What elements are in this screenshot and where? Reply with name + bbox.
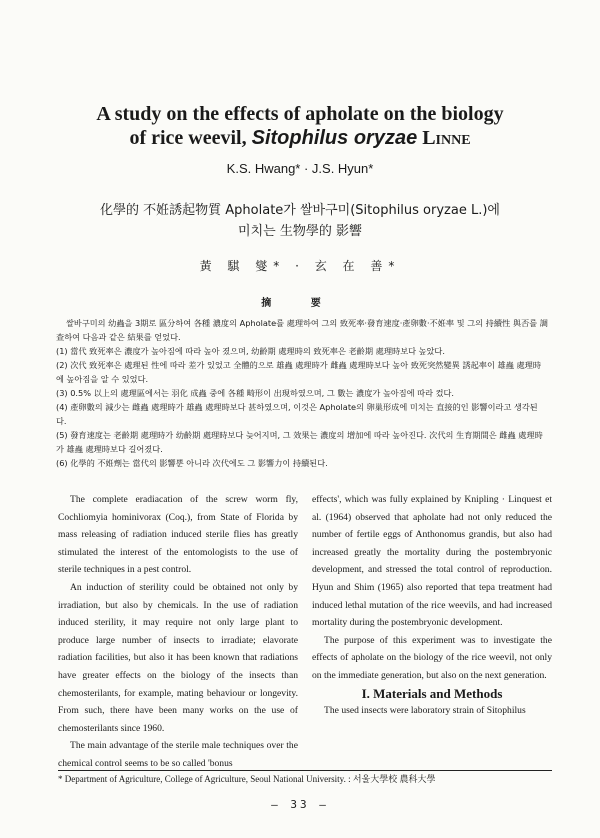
paper-title-line2 [40, 126, 560, 150]
abstract-paragraph: (4) 產卵數의 減少는 雌蟲 處理時가 雄蟲 處理時보다 甚하였으며, 이것은 Apholate의 卵巢形成에 미치는 直接的인 影響이라고 생각된다. [56, 402, 538, 426]
body-paragraph: The used insects were laboratory strain of Sitophilus [324, 705, 526, 717]
abstract-paragraph: (2) 次代 致死率은 處理된 性에 따라 差가 있었고 全體的으로 雄蟲 處理時가 雌蟲 處理時보다 높아 致死突然變異 誘起率이 雄蟲 處理時에 높아짐을 알 수 있었다. [56, 360, 542, 384]
body-paragraph: The complete eradiacation of the screw worm fly, Cochliomyia hominivorax (Coq.), from State of Florida by mass releasing of radiation induced sterile flies has greatly stimulated the interest of the entomologists to the use of sterile techniques in a pest control. [58, 494, 298, 576]
abstract-paragraph: (6) 化學的 不姙劑는 當代의 影響뿐 아니라 次代에도 그 影響力이 持續된다. [56, 458, 328, 468]
body-paragraph: effects', which was fully explained by Knipling · Linquest et al. (1964) observed that apholate had not only reduced the number of fertile eggs of Anthonomus grandis, but also had increased greatly the mortality during the postembryonic development, and stressed the total control of reproduction. Hyun and Shim (1965) also reported that tepa treatment had induced lethal mutation of the rice weevils, and had increased mortality during the postembryonic development. [312, 494, 552, 629]
abstract-body [56, 316, 548, 470]
body-paragraph: The purpose of this experiment was to investigate the effects of apholate on the biology of the rice weevil, not only on the immediate generation, but also on the next generation. [312, 634, 552, 681]
right-column [312, 491, 552, 720]
abstract-paragraph: (3) 0.5% 以上의 處理區에서는 羽化 成蟲 중에 各種 畸形이 出現하였으며, 그 數는 濃度가 높아짐에 따라 컸다. [56, 388, 455, 398]
body-paragraph: The main advantage of the sterile male techniques over the chemical control seems to be so called 'bonus [58, 740, 298, 769]
page-number: — 33 — [271, 798, 329, 811]
abstract-paragraph: (1) 當代 致死率은 濃度가 높아짐에 따라 높아 졌으며, 幼齡期 處理時의 致死率은 老齡期 處理時보다 높았다. [56, 346, 445, 356]
body-paragraph: An induction of sterility could be obtained not only by irradiation, but also by chemicals. In the use of radiation induced sterility, it may require not only large plant to produce large number of insects to irradiate; elavorate radiation facilities, but also it has been known that radiations have greater effects on the biology of the insects than chemosterilants, for example, mating behaviour or longevity. From such, there have been many works on the use of chemosterilants since 1960. [58, 581, 298, 734]
abstract-paragraph: 쌀바구미의 幼蟲을 3期로 區分하여 各種 濃度의 Apholate를 處理하여 그의 致死率·發育速度·產卵數·不姙率 및 그의 持續性 與否를 調查하여 다음과 같은 結果를 얻었다. [56, 318, 548, 342]
footnote-rule [58, 770, 552, 771]
paper-title-line1: A study on the effects of apholate on the biology [96, 103, 504, 125]
authors-korean: 黃 騏 燮* · 玄 在 善* [199, 259, 401, 273]
abstract-paragraph: (5) 發育速度는 老齡期 處理時가 幼齡期 處理時보다 늦어지며, 그 效果는 濃度의 增加에 따라 높아진다. 次代의 生育期間은 雌蟲 處理時가 雄蟲 處理時보다 길어졌다. [56, 430, 543, 454]
abstract-heading: 摘 要 [261, 298, 339, 309]
korean-title-line2: 미치는 生物學的 影響 [238, 224, 362, 239]
korean-title-line1: 化學的 不姙誘起物質 Apholate가 쌀바구미(Sitophilus oryzae L.)에 [100, 203, 500, 218]
left-column [58, 491, 298, 773]
title-prefix: of rice weevil, [129, 127, 247, 149]
authors-english: K.S. Hwang* · J.S. Hyun* [226, 161, 374, 176]
species-author: Linne [422, 127, 471, 149]
species-name: Sitophilus oryzae [251, 127, 418, 149]
footnote: * Department of Agriculture, College of Agriculture, Seoul National University. : 서울大學校 農科大學 [58, 774, 436, 784]
section-heading: I. Materials and Methods [361, 685, 503, 701]
